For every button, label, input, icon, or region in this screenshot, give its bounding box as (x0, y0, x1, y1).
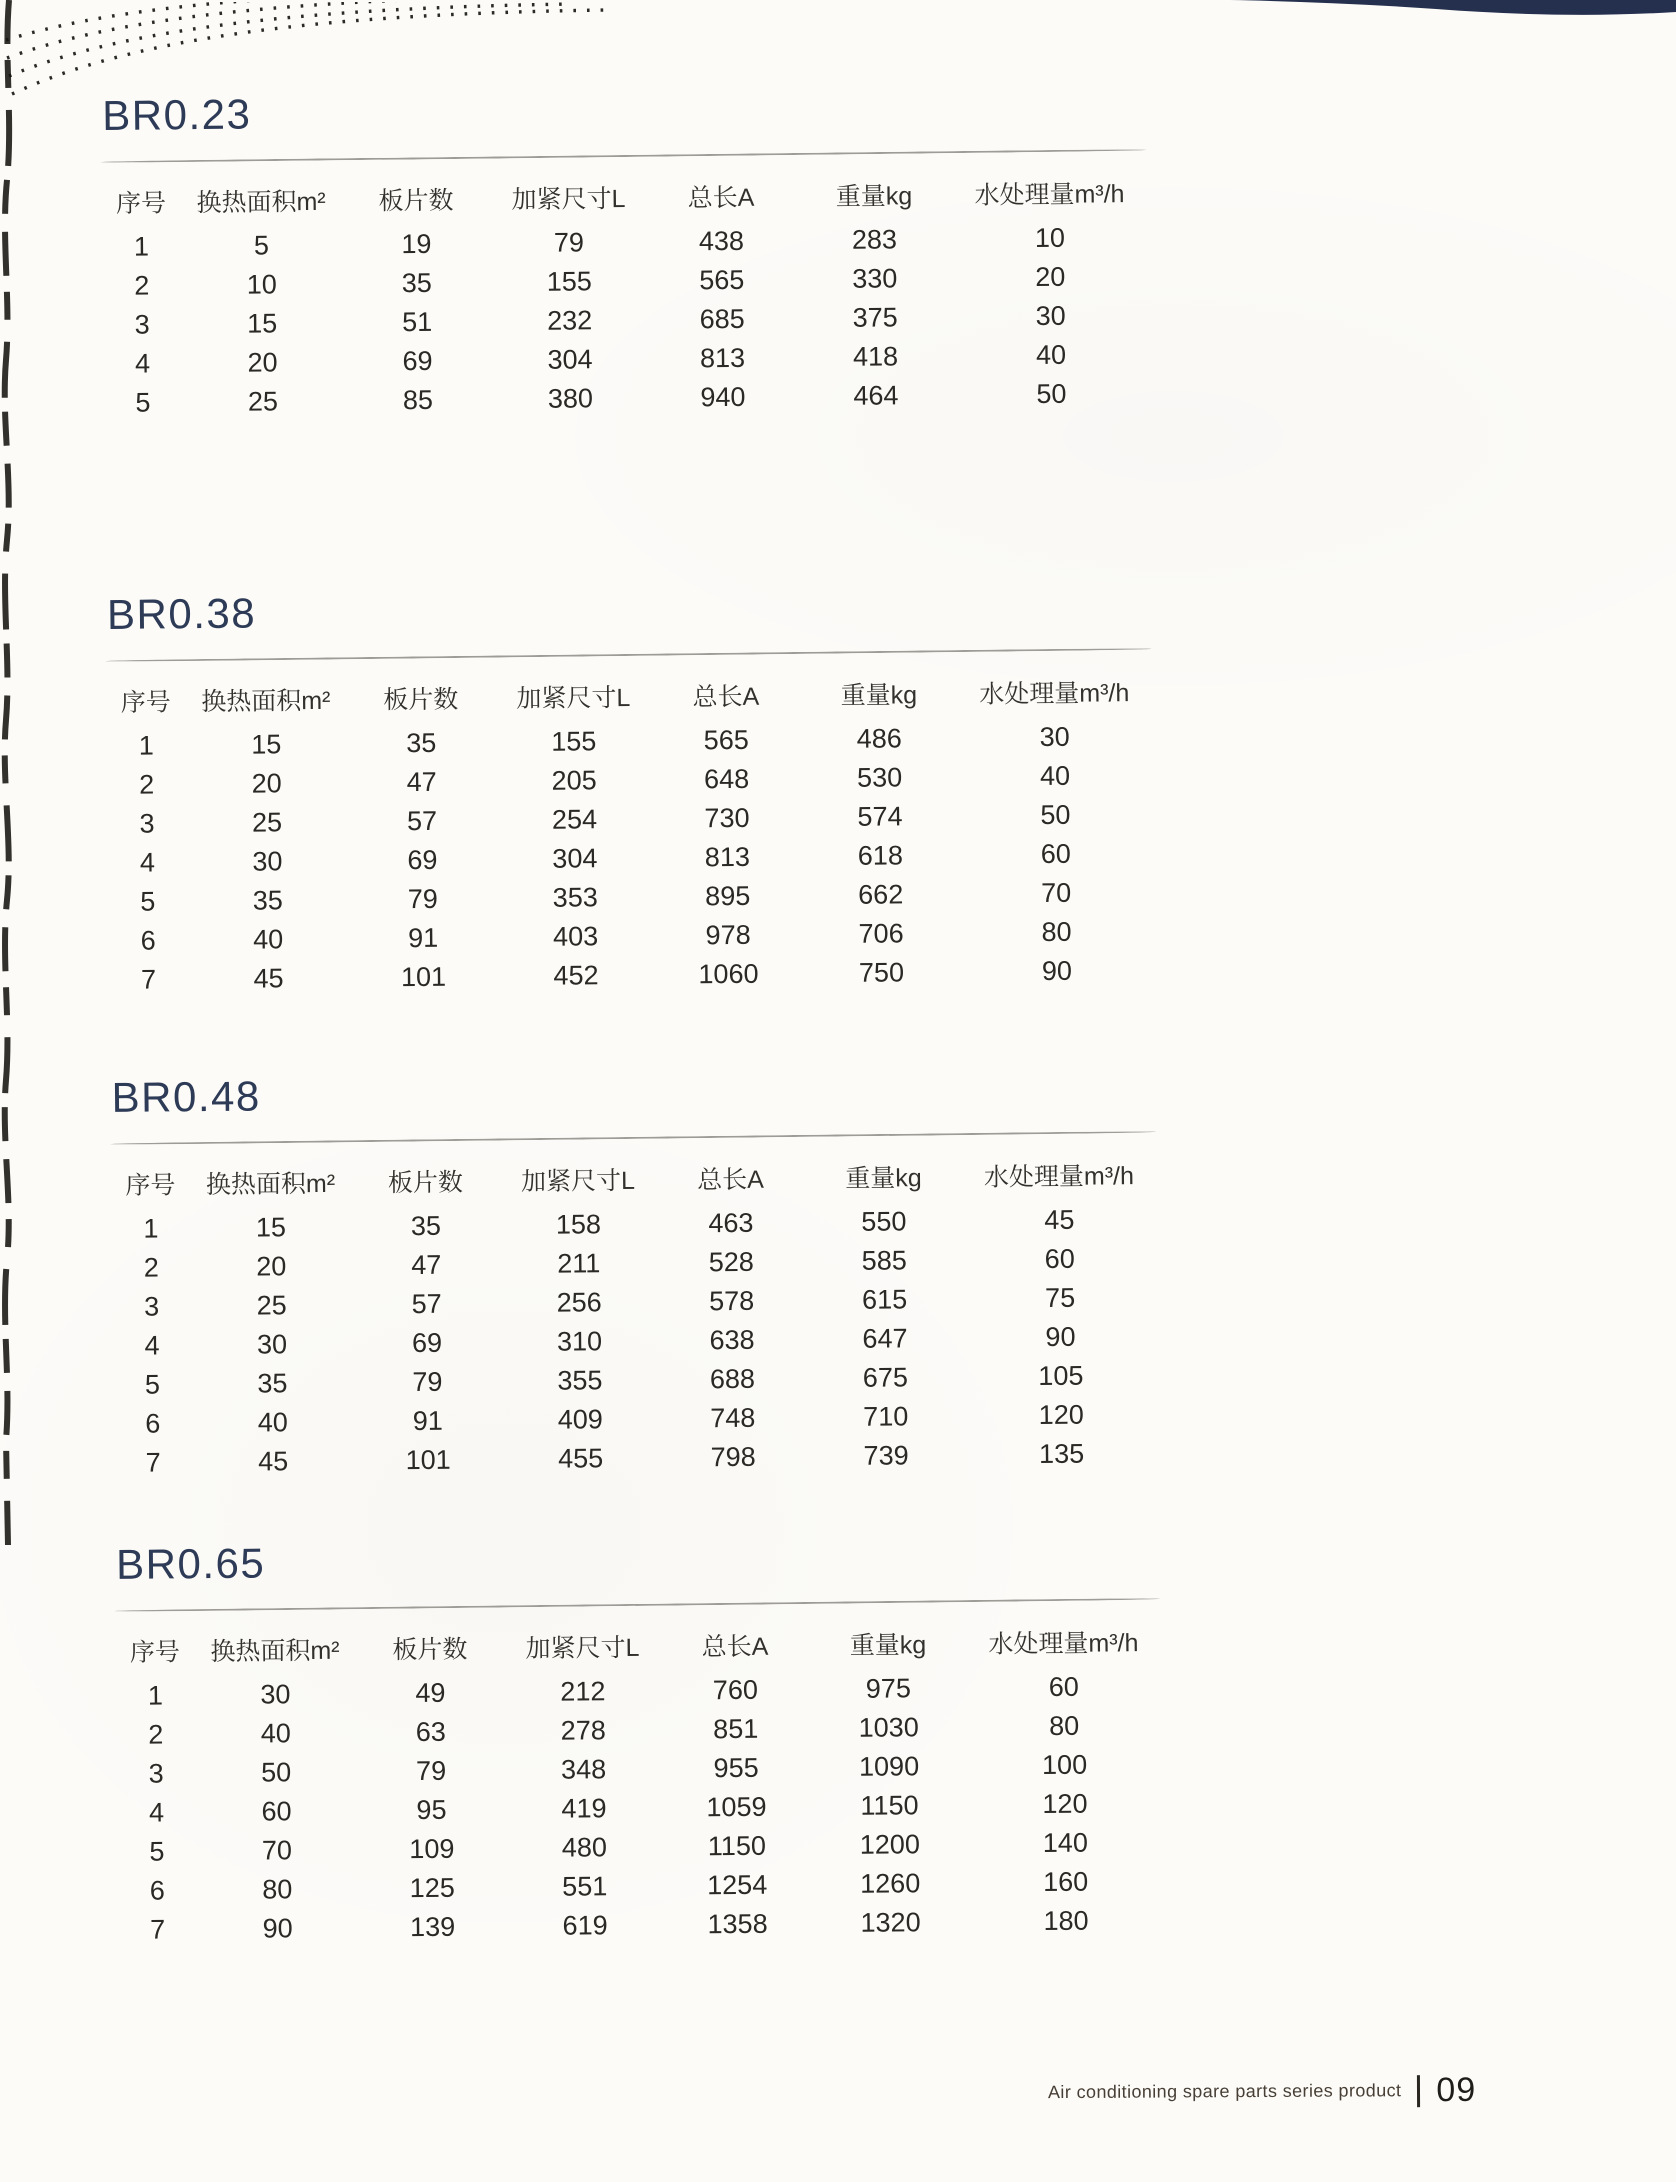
table-cell: 375 (852, 302, 898, 333)
table-cell: 486 (856, 723, 902, 754)
column-header: 总长A (687, 183, 755, 213)
table-cell: 6 (149, 1875, 165, 1906)
column-header: 重量kg (840, 681, 918, 710)
table-cell: 304 (547, 344, 593, 375)
table-cell: 4 (148, 1797, 165, 1828)
section-br023 (100, 82, 1149, 423)
table-cell: 813 (704, 841, 751, 873)
table-cell: 675 (862, 1362, 909, 1393)
spec-table-br048 (110, 1148, 1159, 1483)
column-header: 换热面积m² (205, 1169, 336, 1200)
table-cell: 1059 (706, 1791, 767, 1823)
column-header: 总长A (696, 1165, 764, 1195)
column-header: 总长A (692, 682, 760, 712)
table-cell: 50 (1036, 378, 1067, 410)
footer-divider (1417, 2075, 1420, 2107)
table-cell: 2 (134, 270, 150, 301)
table-cell: 1 (147, 1680, 164, 1711)
column-header: 加紧尺寸L (511, 184, 626, 215)
table-cell: 254 (551, 804, 598, 835)
table-cell: 688 (709, 1363, 756, 1395)
table-cell: 139 (409, 1911, 456, 1943)
table-cell: 155 (546, 266, 593, 297)
table-cell: 125 (409, 1872, 455, 1904)
spec-table-br023 (101, 166, 1149, 423)
table-cell: 211 (557, 1248, 601, 1279)
table-cell: 638 (709, 1324, 755, 1356)
table-cell: 4 (139, 847, 156, 878)
table-cell: 25 (251, 807, 283, 838)
table-cell: 1 (143, 1213, 159, 1244)
table-cell: 1254 (707, 1869, 768, 1901)
column-header: 重量kg (845, 1164, 922, 1193)
table-cell: 35 (401, 267, 433, 299)
table-cell: 70 (1041, 877, 1072, 909)
section-heading: BR0.38 (106, 589, 257, 638)
table-cell: 748 (710, 1402, 756, 1434)
column-header: 板片数 (392, 1635, 468, 1665)
table-cell: 256 (556, 1287, 602, 1318)
column-header: 换热面积m² (210, 1636, 340, 1667)
table-cell: 480 (561, 1832, 608, 1863)
table-cell: 155 (551, 726, 597, 757)
table-cell: 750 (858, 957, 905, 988)
table-cell: 30 (252, 846, 283, 877)
table-cell: 355 (557, 1365, 603, 1396)
section-br065 (114, 1531, 1164, 1950)
table-cell: 310 (556, 1326, 603, 1357)
table-cell: 455 (557, 1443, 604, 1474)
column-header: 板片数 (387, 1168, 464, 1198)
table-cell: 1260 (860, 1868, 921, 1899)
table-cell: 1 (138, 730, 154, 761)
table-cell: 438 (698, 225, 745, 257)
table-cell: 940 (700, 381, 746, 413)
table-cell: 45 (257, 1446, 289, 1477)
table-cell: 60 (1044, 1243, 1075, 1274)
table-cell: 100 (1041, 1749, 1088, 1781)
table-cell: 648 (703, 763, 750, 795)
table-cell: 5 (135, 387, 151, 418)
column-header: 总长A (701, 1632, 769, 1662)
table-cell: 619 (562, 1910, 608, 1941)
table-cell: 662 (858, 879, 904, 910)
table-cell: 2 (143, 1252, 159, 1283)
table-cell: 3 (144, 1291, 160, 1322)
table-cell: 212 (560, 1676, 606, 1707)
table-cell: 45 (1044, 1204, 1075, 1235)
table-cell: 105 (1038, 1360, 1084, 1392)
column-header: 加紧尺寸L (520, 1166, 636, 1197)
footer-caption: Air conditioning spare parts series product (1047, 2080, 1402, 2103)
table-cell: 1200 (859, 1829, 921, 1860)
table-cell: 463 (708, 1207, 754, 1239)
table-cell: 3 (148, 1758, 164, 1789)
table-cell: 565 (703, 724, 749, 756)
table-cell: 160 (1043, 1866, 1089, 1898)
table-cell: 120 (1042, 1788, 1088, 1820)
table-cell: 895 (705, 880, 751, 912)
table-cell: 135 (1038, 1438, 1085, 1470)
table-cell: 20 (256, 1251, 287, 1282)
page-content (100, 82, 1164, 1950)
section-rule (115, 1598, 1161, 1612)
table-cell: 25 (256, 1290, 287, 1321)
table-cell: 30 (260, 1679, 291, 1710)
table-cell: 85 (402, 384, 434, 416)
table-cell: 91 (407, 922, 439, 954)
section-heading: BR0.65 (115, 1539, 266, 1588)
table-cell: 5 (149, 1836, 165, 1867)
page-footer (1048, 2071, 1476, 2112)
column-header: 重量kg (849, 1631, 927, 1660)
table-cell: 304 (552, 843, 598, 874)
table-cell: 30 (1039, 721, 1070, 753)
table-cell: 50 (1040, 799, 1071, 831)
table-cell: 60 (1048, 1671, 1080, 1702)
table-cell: 40 (260, 1718, 291, 1749)
table-cell: 90 (1045, 1321, 1076, 1352)
table-cell: 730 (704, 802, 750, 834)
table-cell: 49 (415, 1677, 446, 1709)
table-cell: 798 (710, 1441, 756, 1473)
table-cell: 530 (856, 762, 903, 793)
table-cell: 464 (853, 380, 899, 411)
table-cell: 5 (140, 886, 156, 917)
table-cell: 706 (858, 918, 904, 949)
spec-table-br038 (106, 665, 1155, 1000)
table-cell: 330 (852, 263, 898, 294)
table-cell: 40 (1035, 339, 1067, 371)
table-cell: 15 (255, 1212, 287, 1243)
table-cell: 4 (134, 348, 151, 379)
table-cell: 15 (251, 729, 282, 760)
table-cell: 158 (555, 1209, 602, 1240)
table-cell: 40 (1039, 760, 1071, 792)
table-cell: 685 (699, 303, 745, 335)
table-cell: 109 (409, 1833, 455, 1865)
table-cell: 80 (1049, 1710, 1080, 1741)
table-cell: 35 (252, 885, 283, 916)
column-header: 板片数 (378, 186, 454, 216)
table-cell: 647 (862, 1323, 908, 1354)
table-cell: 101 (405, 1444, 451, 1476)
column-header: 水处理量m³/h (974, 180, 1125, 210)
table-cell: 418 (852, 341, 899, 372)
table-cell: 1358 (707, 1908, 768, 1940)
table-cell: 409 (557, 1404, 603, 1435)
table-cell: 565 (699, 264, 745, 296)
table-cell: 57 (406, 805, 438, 837)
table-cell: 205 (551, 765, 597, 796)
table-cell: 283 (851, 224, 898, 255)
table-cell: 955 (713, 1752, 759, 1784)
table-cell: 419 (561, 1793, 607, 1824)
table-cell: 618 (857, 840, 904, 871)
column-header: 序号 (120, 688, 171, 717)
column-header: 序号 (129, 1638, 181, 1667)
section-br038 (105, 581, 1155, 1000)
column-header: 水处理量m³/h (979, 679, 1130, 709)
table-cell: 20 (1035, 261, 1066, 293)
table-cell: 975 (865, 1673, 912, 1704)
table-cell: 95 (416, 1794, 447, 1826)
table-cell: 69 (407, 844, 438, 876)
table-cell: 353 (552, 882, 598, 913)
table-cell: 79 (407, 883, 438, 915)
table-cell: 550 (861, 1206, 907, 1237)
table-cell: 80 (1041, 916, 1072, 947)
column-header: 序号 (115, 189, 167, 218)
table-cell: 7 (140, 964, 157, 995)
scan-edge-left-icon (0, 0, 20, 1560)
table-cell: 1060 (698, 958, 759, 990)
table-cell: 3 (139, 808, 155, 839)
table-cell: 40 (257, 1407, 288, 1438)
table-cell: 60 (1040, 838, 1072, 870)
table-cell: 35 (410, 1210, 442, 1242)
column-header: 换热面积m² (201, 686, 331, 717)
table-cell: 79 (412, 1366, 443, 1398)
table-cell: 75 (1044, 1282, 1076, 1313)
halftone-dots-icon (6, 2, 626, 98)
table-cell: 91 (412, 1405, 443, 1437)
table-cell: 30 (1035, 300, 1066, 332)
table-cell: 615 (861, 1284, 908, 1315)
table-cell: 140 (1042, 1827, 1089, 1859)
table-cell: 20 (247, 347, 278, 378)
table-cell: 70 (261, 1835, 293, 1866)
table-cell: 90 (1041, 955, 1073, 986)
table-cell: 10 (1034, 222, 1066, 254)
table-cell: 380 (547, 383, 594, 414)
table-cell: 2 (138, 769, 155, 800)
table-cell: 6 (140, 925, 156, 956)
table-cell: 25 (247, 386, 279, 417)
table-cell: 585 (861, 1245, 907, 1276)
table-cell: 551 (562, 1871, 608, 1902)
table-cell: 578 (708, 1285, 755, 1317)
table-cell: 574 (857, 801, 903, 832)
table-cell: 232 (547, 305, 593, 336)
column-header: 水处理量m³/h (988, 1629, 1139, 1659)
table-cell: 851 (713, 1713, 759, 1745)
table-cell: 35 (257, 1368, 288, 1399)
table-cell: 69 (402, 345, 433, 377)
table-cell: 90 (262, 1913, 293, 1944)
table-cell: 57 (411, 1288, 442, 1320)
table-cell: 1030 (858, 1712, 919, 1743)
table-cell: 7 (145, 1447, 161, 1478)
section-rule (105, 648, 1151, 662)
table-cell: 5 (144, 1369, 161, 1400)
table-cell: 5 (253, 230, 270, 261)
table-cell: 60 (261, 1796, 292, 1827)
table-cell: 813 (699, 342, 746, 374)
table-cell: 30 (256, 1329, 288, 1360)
column-header: 换热面积m² (196, 187, 326, 218)
table-cell: 278 (560, 1715, 606, 1746)
table-cell: 6 (145, 1408, 161, 1439)
table-cell: 47 (411, 1249, 442, 1281)
table-cell: 63 (415, 1716, 446, 1748)
table-cell: 1320 (860, 1907, 921, 1938)
table-cell: 4 (144, 1330, 160, 1361)
table-cell: 101 (400, 961, 447, 993)
table-cell: 69 (411, 1327, 443, 1359)
column-header: 序号 (125, 1171, 176, 1200)
page-corner-shadow-icon (1216, 0, 1676, 20)
table-cell: 35 (406, 727, 437, 759)
table-cell: 15 (247, 308, 278, 339)
column-header: 水处理量m³/h (983, 1162, 1135, 1192)
table-cell: 120 (1038, 1399, 1084, 1431)
table-cell: 20 (251, 768, 282, 799)
table-cell: 760 (712, 1674, 759, 1706)
table-cell: 528 (708, 1246, 754, 1278)
column-header: 板片数 (383, 685, 459, 715)
table-cell: 40 (252, 924, 284, 955)
section-rule (101, 149, 1147, 163)
table-cell: 1 (133, 231, 150, 262)
table-cell: 2 (148, 1719, 164, 1750)
table-cell: 7 (149, 1914, 166, 1945)
table-cell: 1150 (707, 1830, 767, 1862)
section-rule (110, 1131, 1156, 1145)
column-header: 加紧尺寸L (525, 1633, 640, 1663)
table-cell: 47 (406, 766, 437, 798)
table-cell: 51 (402, 306, 433, 338)
spec-table-br065 (115, 1615, 1164, 1950)
table-cell: 452 (553, 960, 599, 991)
table-cell: 739 (863, 1440, 909, 1471)
section-heading: BR0.23 (101, 90, 252, 139)
section-heading: BR0.48 (111, 1072, 261, 1121)
table-cell: 403 (552, 921, 599, 952)
section-br048 (109, 1064, 1159, 1483)
table-cell: 50 (260, 1757, 292, 1788)
table-cell: 1090 (858, 1751, 920, 1782)
column-header: 加紧尺寸L (516, 683, 631, 714)
table-cell: 19 (401, 228, 432, 260)
table-cell: 180 (1043, 1905, 1089, 1937)
table-cell: 978 (705, 919, 751, 951)
page-number: 09 (1436, 2070, 1477, 2110)
column-header: 重量kg (835, 182, 913, 211)
table-cell: 710 (863, 1401, 909, 1432)
table-cell: 348 (560, 1754, 607, 1785)
table-cell: 80 (262, 1874, 293, 1905)
table-cell: 79 (553, 227, 585, 258)
table-cell: 3 (134, 309, 150, 340)
table-cell: 45 (253, 963, 284, 994)
table-cell: 1150 (860, 1790, 919, 1821)
table-cell: 79 (415, 1755, 447, 1787)
table-cell: 10 (246, 269, 278, 300)
